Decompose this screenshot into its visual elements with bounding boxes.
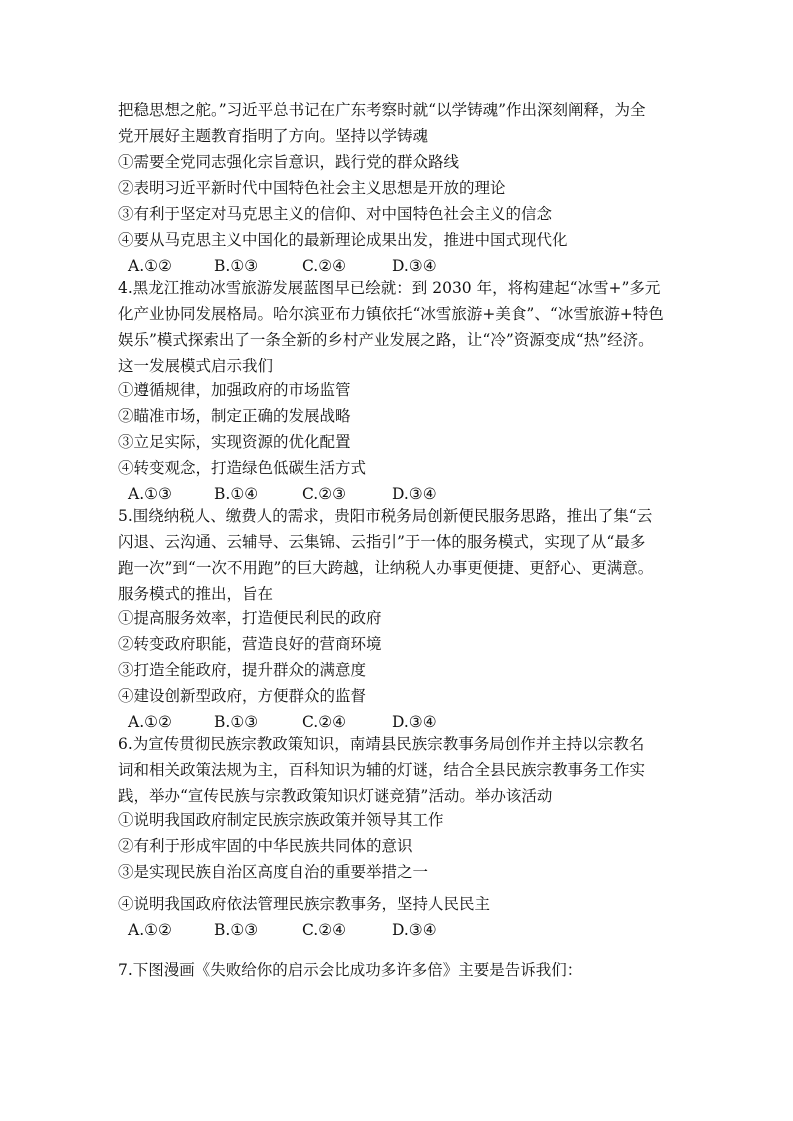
q4-options — [128, 484, 452, 504]
q5-item-4: ④建设创新型政府，方便群众的监督 — [118, 687, 367, 705]
q3-stem-line-1: 把稳思想之舵。”习近平总书记在广东考察时就“以学铸魂”作出深刻阐释，为全 — [118, 101, 646, 119]
q5-item-3: ③打造全能政府，提升群众的满意度 — [118, 661, 367, 679]
q4-stem-line-3: 娱乐”模式探索出了一条全新的乡村产业发展之路，让“冷”资源变成“热”经济。 — [118, 331, 654, 349]
q5-item-1: ①提高服务效率，打造便民利民的政府 — [118, 609, 382, 627]
q4-item-2: ②瞄准市场，制定正确的发展战略 — [118, 407, 351, 425]
q6-item-4: ④说明我国政府依法管理民族宗教事务，坚持人民民主 — [118, 895, 491, 913]
q3-option-c: C.②④ — [302, 257, 347, 275]
q6-option-a: A.①② — [128, 921, 172, 939]
q6-item-3: ③是实现民族自治区高度自治的重要举措之一 — [118, 863, 429, 881]
q4-item-1: ①遵循规律，加强政府的市场监管 — [118, 381, 351, 399]
q6-option-d: D.③④ — [392, 921, 437, 939]
q5-stem-line-1: 5.围绕纳税人、缴费人的需求，贵阳市税务局创新便民服务思路，推出了集“云 — [118, 507, 653, 525]
q4-stem-line-4: 这一发展模式启示我们 — [118, 357, 274, 375]
q6-stem-line-3: 践，举办“宣传民族与宗教政策知识灯谜竞猜”活动。举办该活动 — [118, 787, 553, 805]
q3-stem-line-2: 党开展好主题教育指明了方向。坚持以学铸魂 — [118, 127, 429, 145]
q4-item-3: ③立足实际，实现资源的优化配置 — [118, 433, 351, 451]
q5-stem-line-3: 跑一次”到“一次不用跑”的巨大跨越，让纳税人办事更便捷、更舒心、更满意。 — [118, 559, 654, 577]
q5-options — [128, 712, 452, 732]
q7-stem-line-1: 7.下图漫画《失败给你的启示会比成功多许多倍》主要是告诉我们： — [118, 961, 583, 979]
q3-option-d: D.③④ — [392, 257, 437, 275]
q6-option-b: B.①③ — [214, 921, 259, 939]
q3-item-4: ④要从马克思主义中国化的最新理论成果出发，推进中国式现代化 — [118, 231, 568, 249]
q6-item-2: ②有利于形成牢固的中华民族共同体的意识 — [118, 837, 413, 855]
q5-stem-line-2: 闪退、云沟通、云辅导、云集锦、云指引”于一体的服务模式，实现了从“最多 — [118, 533, 646, 551]
q6-stem-line-2: 词和相关政策法规为主，百科知识为辅的灯谜，结合全县民族宗教事务工作实 — [118, 761, 646, 779]
q3-item-1: ①需要全党同志强化宗旨意识，践行党的群众路线 — [118, 153, 460, 171]
q4-option-d: D.③④ — [392, 485, 437, 503]
q4-option-c: C.②③ — [302, 485, 347, 503]
q3-item-2: ②表明习近平新时代中国特色社会主义思想是开放的理论 — [118, 179, 506, 197]
q6-item-1: ①说明我国政府制定民族宗族政策并领导其工作 — [118, 811, 444, 829]
q5-stem-line-4: 服务模式的推出，旨在 — [118, 585, 274, 603]
q4-option-a: A.①③ — [128, 485, 172, 503]
q5-option-c: C.②④ — [302, 713, 347, 731]
q4-option-b: B.①④ — [214, 485, 259, 503]
q6-option-c: C.②④ — [302, 921, 347, 939]
q4-stem-line-2: 化产业协同发展格局。哈尔滨亚布力镇依托“冰雪旅游+美食”、“冰雪旅游+特色 — [118, 305, 664, 323]
q3-options — [128, 256, 452, 276]
q6-options — [128, 920, 452, 940]
q3-option-a: A.①② — [128, 257, 172, 275]
q6-stem-line-1: 6.为宣传贯彻民族宗教政策知识，南靖县民族宗教事务局创作并主持以宗教名 — [118, 735, 645, 753]
q4-stem-line-1: 4.黑龙江推动冰雪旅游发展蓝图早已绘就：到 2030 年，将构建起“冰雪+”多元 — [118, 279, 661, 297]
q5-option-a: A.①② — [128, 713, 172, 731]
q4-item-4: ④转变观念，打造绿色低碳生活方式 — [118, 459, 367, 477]
q5-option-d: D.③④ — [392, 713, 437, 731]
q3-item-3: ③有利于坚定对马克思主义的信仰、对中国特色社会主义的信念 — [118, 205, 553, 223]
q5-item-2: ②转变政府职能，营造良好的营商环境 — [118, 635, 382, 653]
q5-option-b: B.①③ — [214, 713, 259, 731]
q3-option-b: B.①③ — [214, 257, 259, 275]
